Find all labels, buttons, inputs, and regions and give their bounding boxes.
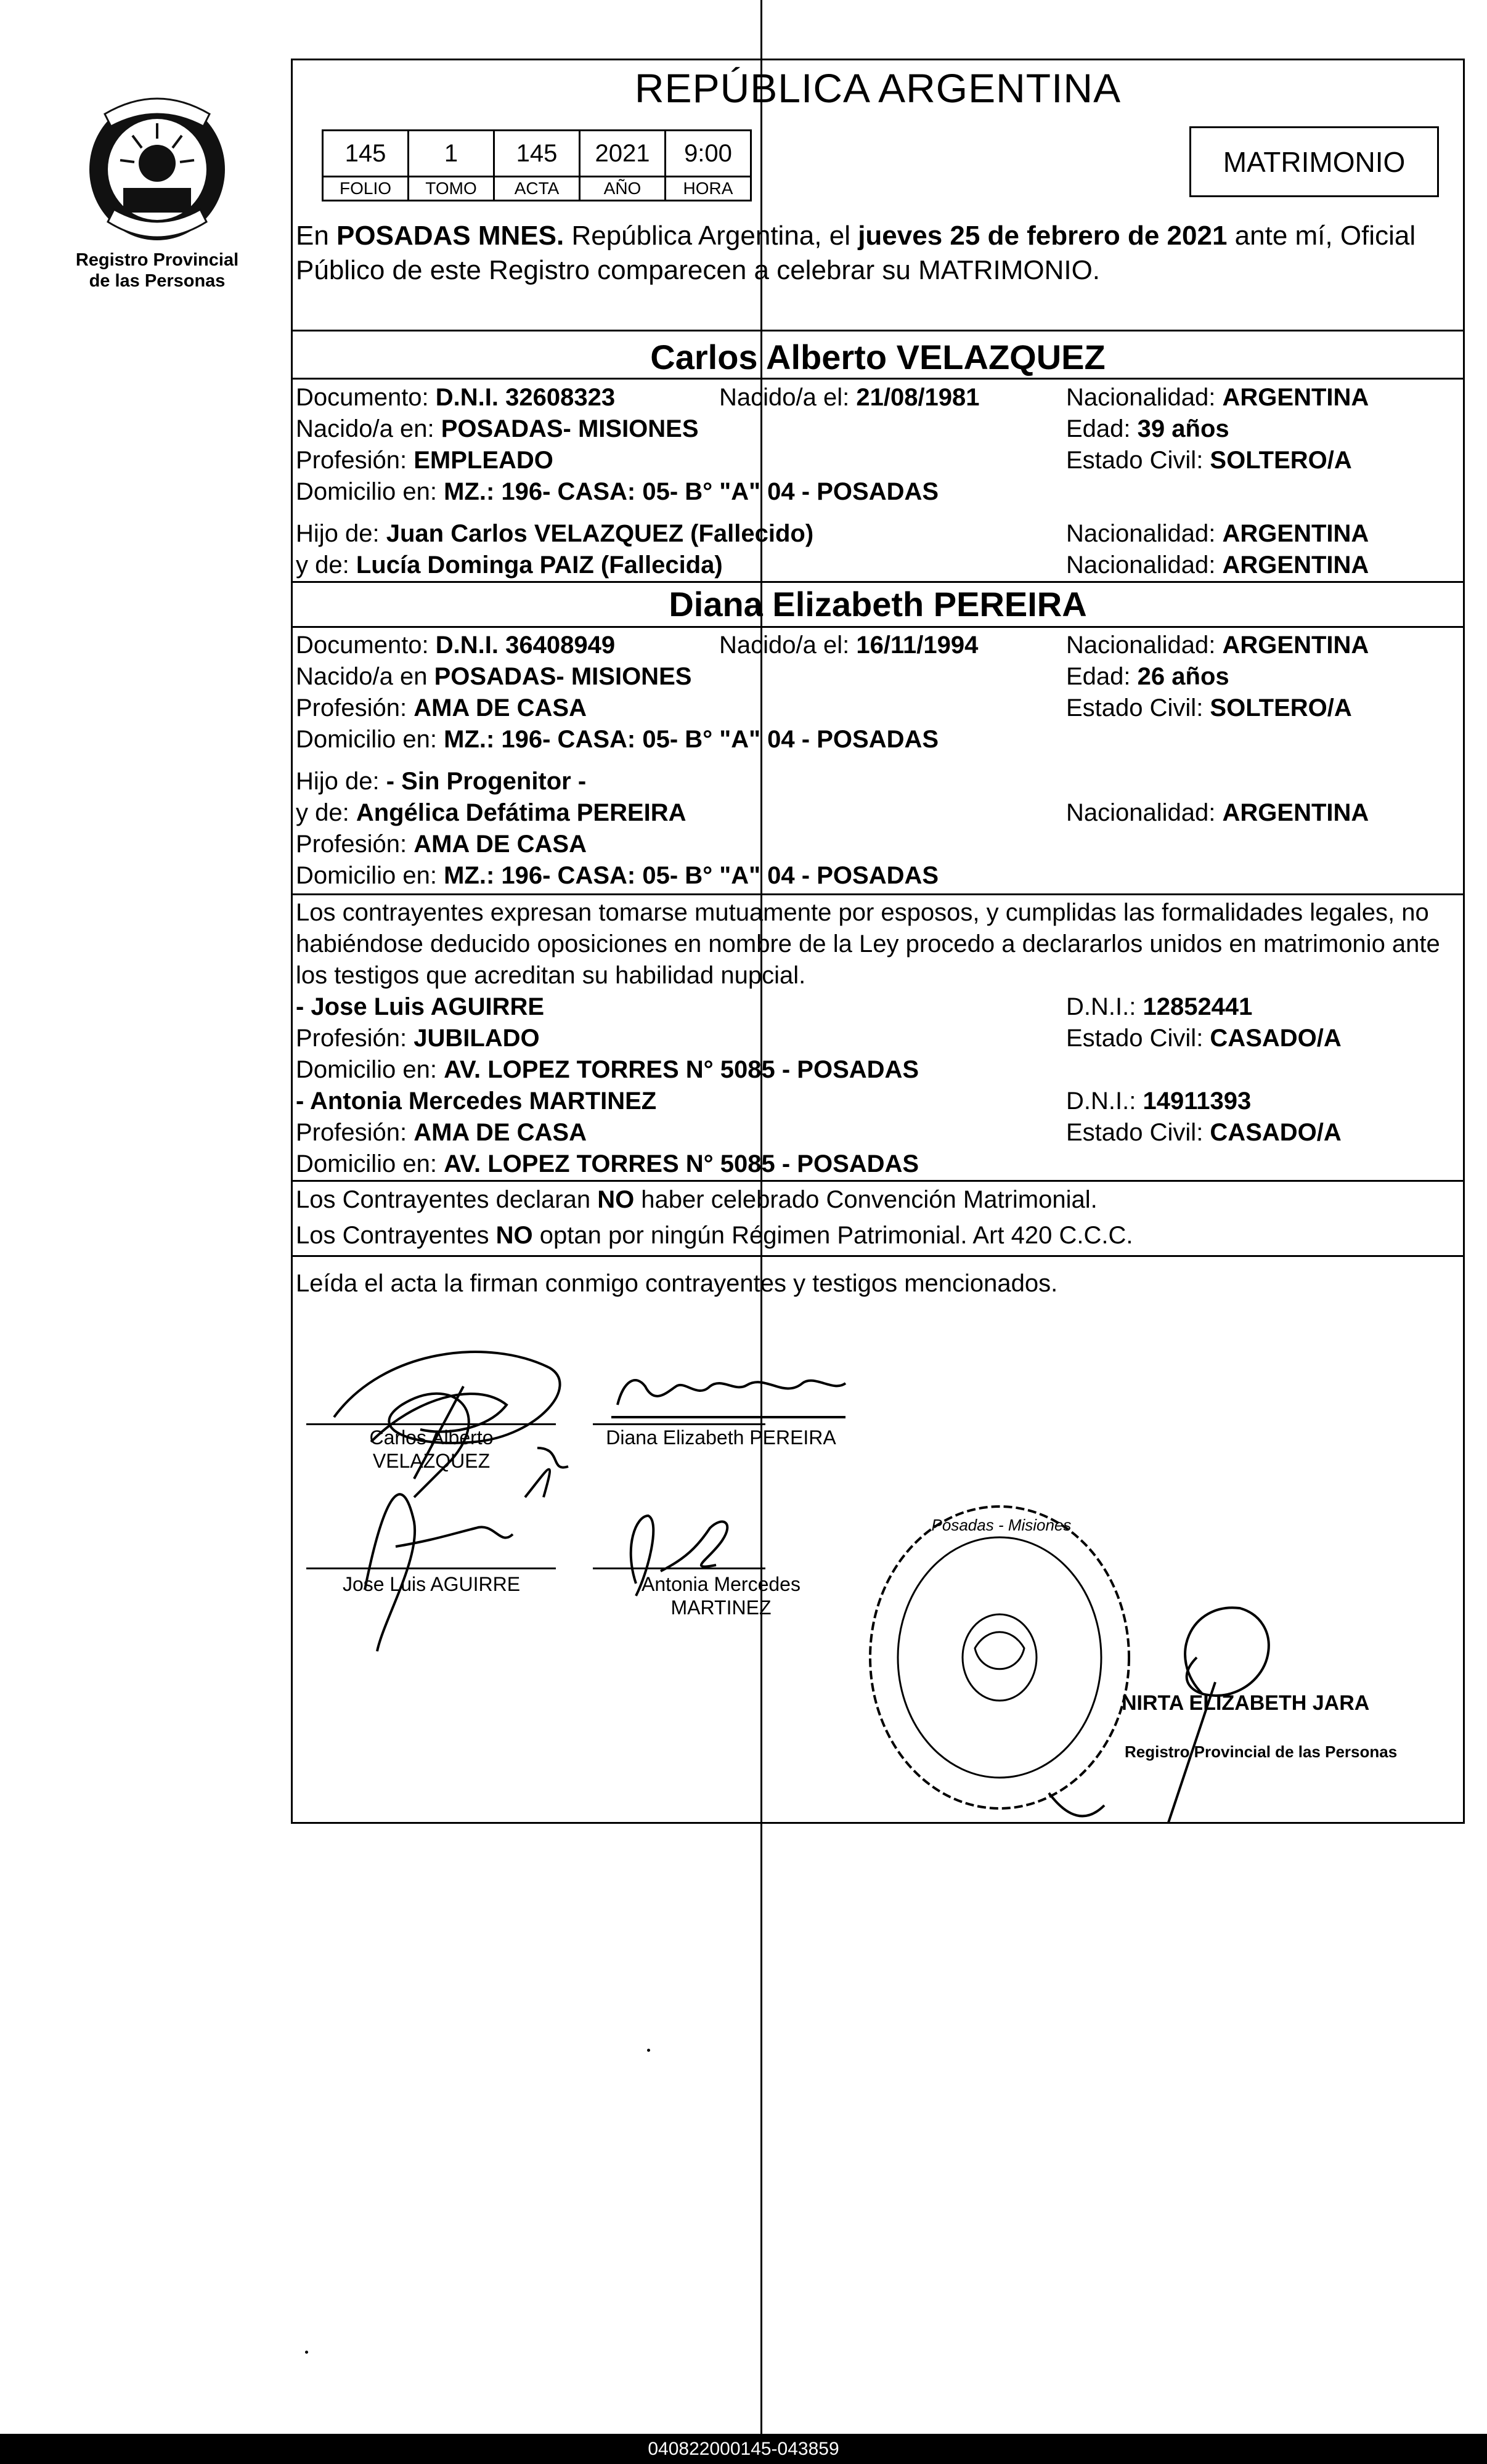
anio-value: 2021 — [580, 131, 666, 177]
signature-label-witness2: Antonia Mercedes MARTINEZ — [642, 1573, 801, 1619]
record-table — [322, 129, 752, 201]
spouse2-nacido-el: Nacido/a el: 16/11/1994 — [719, 632, 979, 659]
signature-label-spouse2: Diana Elizabeth PEREIRA — [606, 1426, 836, 1449]
spouse1-nacido-el: Nacido/a el: 21/08/1981 — [719, 384, 980, 411]
witness1-dni: D.N.I.: 12852441 — [1066, 993, 1253, 1020]
witness1-domicilio: Domicilio en: AV. LOPEZ TORRES N° 5085 - POSADAS — [296, 1056, 919, 1083]
spouse1-domicilio: Domicilio en: MZ.: 196- CASA: 05- B° "A" 04 - POSADAS — [296, 478, 939, 505]
divider — [291, 1180, 1465, 1182]
hora-label: HORA — [666, 177, 751, 201]
spouse2-madre-profesion: Profesión: AMA DE CASA — [296, 831, 587, 858]
declaration-line2: habiéndose deducido oposiciones en nombre de la Ley procedo a declararlos unidos en matrimonio ante — [296, 930, 1440, 958]
witness2-dni: D.N.I.: 14911393 — [1066, 1088, 1252, 1115]
divider — [291, 893, 1465, 895]
closing-statement: Leída el acta la firman conmigo contrayentes y testigos mencionados. — [296, 1270, 1058, 1297]
witness1-name: - Jose Luis AGUIRRE — [296, 993, 545, 1020]
spouse2-domicilio: Domicilio en: MZ.: 196- CASA: 05- B° "A" 04 - POSADAS — [296, 726, 939, 753]
logo-caption — [62, 250, 253, 291]
regime-line1: Los Contrayentes declaran NO haber celebrado Convención Matrimonial. — [296, 1186, 1098, 1213]
spouse1-madre: y de: Lucía Dominga PAIZ (Fallecida) — [296, 551, 723, 579]
spouse2-madre-nacionalidad: Nacionalidad: ARGENTINA — [1066, 799, 1369, 826]
registry-stamp — [870, 1506, 1129, 1808]
certificate-type-box: MATRIMONIO — [1189, 126, 1439, 197]
spouse1-padre-nacionalidad: Nacionalidad: ARGENTINA — [1066, 520, 1369, 547]
spouse2-edad: Edad: 26 años — [1066, 663, 1229, 690]
acta-value: 145 — [494, 131, 580, 177]
spouse1-edad: Edad: 39 años — [1066, 415, 1229, 442]
folio-label: FOLIO — [323, 177, 409, 201]
spouse2-name: Diana Elizabeth PEREIRA — [669, 585, 1087, 624]
document-title: REPÚBLICA ARGENTINA — [634, 65, 1122, 111]
witness2-profesion: Profesión: AMA DE CASA — [296, 1119, 587, 1146]
spouse2-madre-domicilio: Domicilio en: MZ.: 196- CASA: 05- B° "A" 04 - POSADAS — [296, 862, 939, 889]
signature-line — [593, 1423, 765, 1425]
intro-line1: En POSADAS MNES. República Argentina, el jueves 25 de febrero de 2021 ante mí, Oficial — [296, 221, 1416, 251]
logo-caption-line1: Registro Provincial — [75, 250, 239, 270]
intro-paragraph — [296, 219, 1416, 288]
signature-line — [306, 1567, 556, 1569]
spouse1-documento: Documento: D.N.I. 32608323 — [296, 384, 616, 411]
spouse1-padre: Hijo de: Juan Carlos VELAZQUEZ (Fallecido) — [296, 520, 814, 547]
spouse1-nacionalidad: Nacionalidad: ARGENTINA — [1066, 384, 1369, 411]
divider — [291, 330, 1465, 331]
signature-label-witness1: Jose Luis AGUIRRE — [342, 1573, 521, 1595]
scan-speck — [305, 2351, 308, 2354]
witness2-name: - Antonia Mercedes MARTINEZ — [296, 1088, 657, 1115]
acta-label: ACTA — [494, 177, 580, 201]
signature-line — [306, 1423, 556, 1425]
witness1-estado-civil: Estado Civil: CASADO/A — [1066, 1025, 1342, 1052]
province-seal-logo — [74, 89, 240, 253]
spouse1-name: Carlos Alberto VELAZQUEZ — [650, 338, 1106, 376]
witness1-profesion: Profesión: JUBILADO — [296, 1025, 540, 1052]
hora-value: 9:00 — [666, 131, 751, 177]
barcode-footer: 040822000145-043859 — [0, 2434, 1487, 2464]
tomo-label: TOMO — [409, 177, 494, 201]
signature-line — [593, 1567, 765, 1569]
divider — [291, 1255, 1465, 1257]
anio-label: AÑO — [580, 177, 666, 201]
spouse1-profesion: Profesión: EMPLEADO — [296, 447, 553, 474]
witness2-domicilio: Domicilio en: AV. LOPEZ TORRES N° 5085 - POSADAS — [296, 1150, 919, 1177]
spouse2-madre: y de: Angélica Defátima PEREIRA — [296, 799, 686, 826]
spouse2-nacido-en: Nacido/a en POSADAS- MISIONES — [296, 663, 692, 690]
spouse2-nacionalidad: Nacionalidad: ARGENTINA — [1066, 632, 1369, 659]
regime-line2: Los Contrayentes NO optan por ningún Régimen Patrimonial. Art 420 C.C.C. — [296, 1222, 1133, 1249]
officer-title: Registro Provincial de las Personas — [1125, 1742, 1398, 1761]
scan-speck — [647, 2049, 650, 2052]
tomo-value: 1 — [409, 131, 494, 177]
spouse1-madre-nacionalidad: Nacionalidad: ARGENTINA — [1066, 551, 1369, 579]
divider — [291, 626, 1465, 628]
spouse1-estado-civil: Estado Civil: SOLTERO/A — [1066, 447, 1352, 474]
spouse1-nacido-en: Nacido/a en: POSADAS- MISIONES — [296, 415, 699, 442]
stamp-center-text: Posadas - Misiones — [931, 1516, 1072, 1534]
spouse2-documento: Documento: D.N.I. 36408949 — [296, 632, 616, 659]
declaration-line3: los testigos que acreditan su habilidad nupcial. — [296, 962, 806, 989]
intro-line2: Público de este Registro comparecen a celebrar su MATRIMONIO. — [296, 255, 1101, 285]
declaration-line1: Los contrayentes expresan tomarse mutuamente por esposos, y cumplidas las formalidades legales, no — [296, 899, 1429, 926]
spouse2-estado-civil: Estado Civil: SOLTERO/A — [1066, 694, 1352, 722]
folio-value: 145 — [323, 131, 409, 177]
logo-caption-line2: de las Personas — [89, 271, 226, 291]
spouse2-padre: Hijo de: - Sin Progenitor - — [296, 768, 587, 795]
divider — [291, 581, 1465, 583]
divider — [291, 378, 1465, 380]
signature-label-spouse1: Carlos Alberto VELAZQUEZ — [369, 1426, 494, 1472]
officer-name: NIRTA ELIZABETH JARA — [1122, 1691, 1370, 1715]
witness2-estado-civil: Estado Civil: CASADO/A — [1066, 1119, 1342, 1146]
spouse2-profesion: Profesión: AMA DE CASA — [296, 694, 587, 722]
